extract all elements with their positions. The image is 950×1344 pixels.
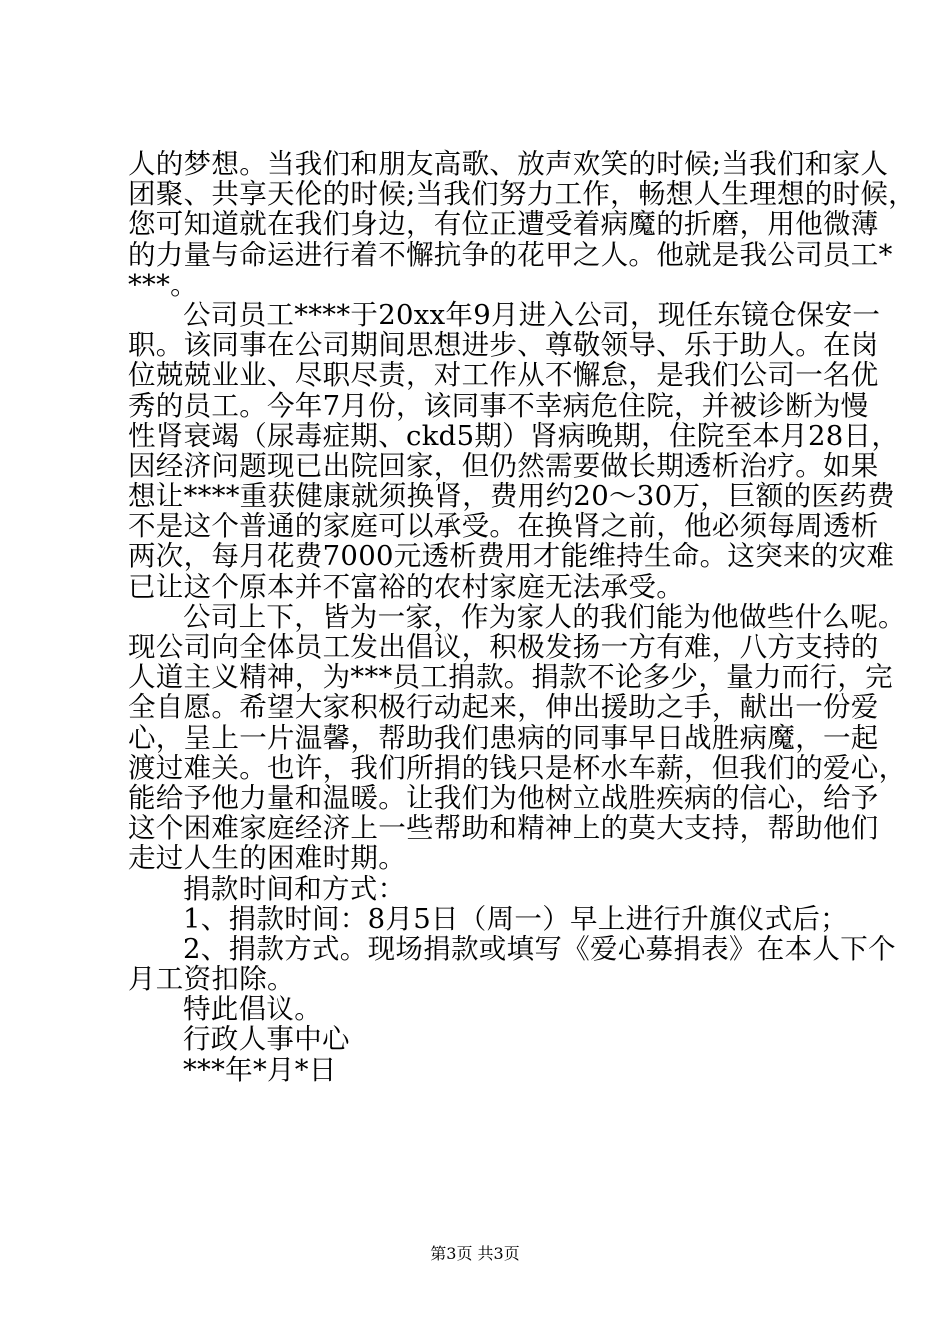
- text-line: 人的梦想。当我们和朋友高歌、放声欢笑的时候;当我们和家人: [128, 148, 889, 180]
- text-line: ***。: [128, 268, 198, 301]
- text-line: 公司上下，皆为一家，作为家人的我们能为他做些什么呢。: [183, 600, 906, 633]
- text-line: 位兢兢业业、尽职尽责，对工作从不懈怠，是我们公司一名优: [128, 359, 879, 392]
- text-line: 渡过难关。也许，我们所捐的钱只是杯水车薪，但我们的爱心，: [128, 751, 907, 784]
- text-line: 能给予他力量和温暖。让我们为他树立战胜疾病的信心，给予: [128, 781, 879, 814]
- text-line: 公司员工****于20xx年9月进入公司，现任东镜仓保安一: [183, 298, 881, 331]
- paragraph-1: [128, 148, 916, 301]
- text-line: 职。该同事在公司期间思想进步、尊敬领导、乐于助人。在岗: [128, 329, 879, 362]
- text-line: 已让这个原本并不富裕的农村家庭无法承受。: [128, 570, 684, 603]
- text-line: 想让****重获健康就须换肾，费用约20～30万，巨额的医药费: [128, 480, 895, 513]
- text-line: 人道主义精神，为***员工捐款。捐款不论多少，量力而行，完: [128, 661, 893, 694]
- donation-heading: 捐款时间和方式：: [183, 872, 406, 905]
- page-number-footer: 第3页 共3页: [430, 1244, 520, 1263]
- paragraph-3: [128, 600, 907, 875]
- text-line: 团聚、共享天伦的时候;当我们努力工作，畅想人生理想的时候，: [128, 178, 916, 211]
- text-line: 两次，每月花费7000元透析费用才能维持生命。这突来的灾难: [128, 540, 895, 573]
- text-line: 月工资扣除。: [128, 963, 295, 996]
- text-line: 走过人生的困难时期。: [128, 842, 406, 875]
- text-line: 这个困难家庭经济上一些帮助和精神上的莫大支持，帮助他们: [128, 812, 879, 845]
- text-line: 心，呈上一片温馨，帮助我们患病的同事早日战胜病魔，一起: [128, 721, 879, 754]
- donation-time-item: 1、捐款时间：8月5日（周一）早上进行升旗仪式后；: [183, 902, 848, 935]
- document-body: [128, 148, 916, 1086]
- text-line: 不是这个普通的家庭可以承受。在换肾之前，他必须每周透析: [128, 510, 879, 543]
- paragraph-2: [128, 298, 900, 603]
- text-line: 您可知道就在我们身边，有位正遭受着病魔的折磨，用他微薄: [128, 208, 879, 241]
- signature: 行政人事中心: [183, 1023, 350, 1056]
- text-line: 因经济问题现已出院回家，但仍然需要做长期透析治疗。如果: [128, 449, 879, 482]
- text-line: 的力量与命运进行着不懈抗争的花甲之人。他就是我公司员工*: [128, 238, 893, 271]
- text-line: 秀的员工。今年7月份，该同事不幸病危住院，并被诊断为慢: [128, 389, 869, 422]
- text-line: 性肾衰竭（尿毒症期、ckd5期）肾病晚期，住院至本月28日，: [128, 419, 900, 452]
- donation-method-item: [128, 932, 896, 996]
- date-line: ***年*月*日: [183, 1053, 337, 1086]
- text-line: 全自愿。希望大家积极行动起来，伸出援助之手，献出一份爱: [128, 691, 879, 724]
- closing-text: 特此倡议。: [183, 993, 322, 1026]
- text-line: 现公司向全体员工发出倡议，积极发扬一方有难，八方支持的: [128, 631, 879, 663]
- text-line: 2、捐款方式。现场捐款或填写《爱心募捐表》在本人下个: [183, 932, 896, 965]
